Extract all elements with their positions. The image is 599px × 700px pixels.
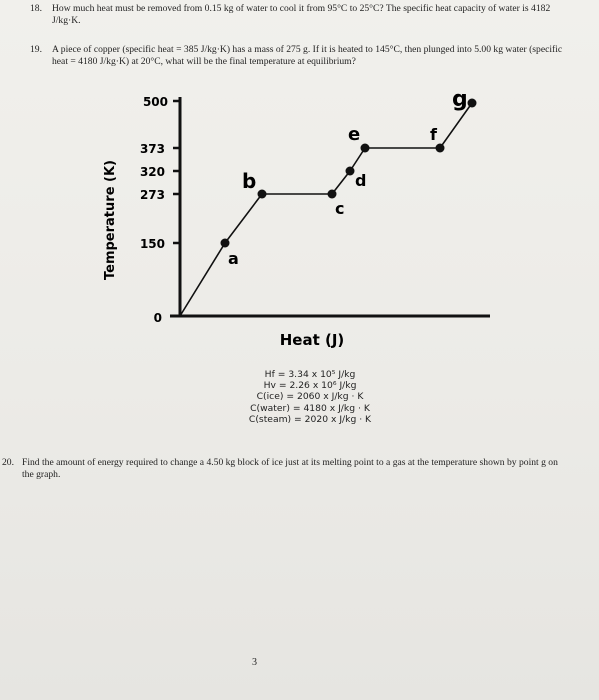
point-f <box>436 144 445 153</box>
constant-heat-fusion: Hf = 3.34 x 10⁵ J/kg <box>264 369 356 380</box>
point-a <box>221 239 230 248</box>
point-e <box>361 144 370 153</box>
point-label-d: d <box>355 171 367 190</box>
point-d <box>346 167 355 176</box>
question-19-number: 19. <box>30 44 42 55</box>
point-label-e: e <box>348 124 361 145</box>
x-axis-label: Heat (J) <box>279 331 345 349</box>
point-label-a: a <box>228 249 239 268</box>
y-axis-label: Temperature (K) <box>103 160 118 280</box>
point-g <box>468 99 477 108</box>
question-18-number: 18. <box>30 3 42 14</box>
constants-list <box>210 369 410 425</box>
y-tick-label: 500 <box>142 95 168 109</box>
y-tick-label: 0 <box>153 311 162 325</box>
page-number: 3 <box>252 657 257 668</box>
point-label-g: g <box>452 87 468 112</box>
question-19-text: A piece of copper (specific heat = 385 J/kg·K) has a mass of 275 g. If it is heated to 145°C, then plunged into 5.00 kg water (specific heat = 4180 J/kg·K) at 20°C, what will be the final temperature at equilibrium? <box>52 44 563 67</box>
y-tick-label: 320 <box>139 165 165 179</box>
point-label-b: b <box>242 169 257 193</box>
point-label-f: f <box>430 125 437 144</box>
question-18-text: How much heat must be removed from 0.15 kg of water to cool it from 95°C to 25°C? The specific heat capacity of water is 4182 J/kg·K. <box>52 3 551 26</box>
point-c <box>328 190 337 199</box>
constant-c-ice: C(ice) = 2060 x J/kg · K <box>256 391 364 403</box>
constant-heat-vaporization: Hv = 2.26 x 10⁶ J/kg <box>263 380 357 392</box>
point-label-c: c <box>335 199 345 218</box>
constant-c-water: C(water) = 4180 x J/kg · K <box>250 402 370 414</box>
constant-c-steam: C(steam) = 2020 x J/kg · K <box>248 413 372 425</box>
y-tick-label: 373 <box>139 142 165 156</box>
heating-curve-line <box>180 103 472 316</box>
question-20-text: Find the amount of energy required to change a 4.50 kg block of ice just at its melting point to a gas at the temperature shown by point g on the graph. <box>22 457 558 480</box>
y-tick-label: 150 <box>139 237 165 251</box>
question-20-number: 20. <box>2 457 14 468</box>
point-b <box>258 190 267 199</box>
y-tick-label: 273 <box>139 188 165 202</box>
